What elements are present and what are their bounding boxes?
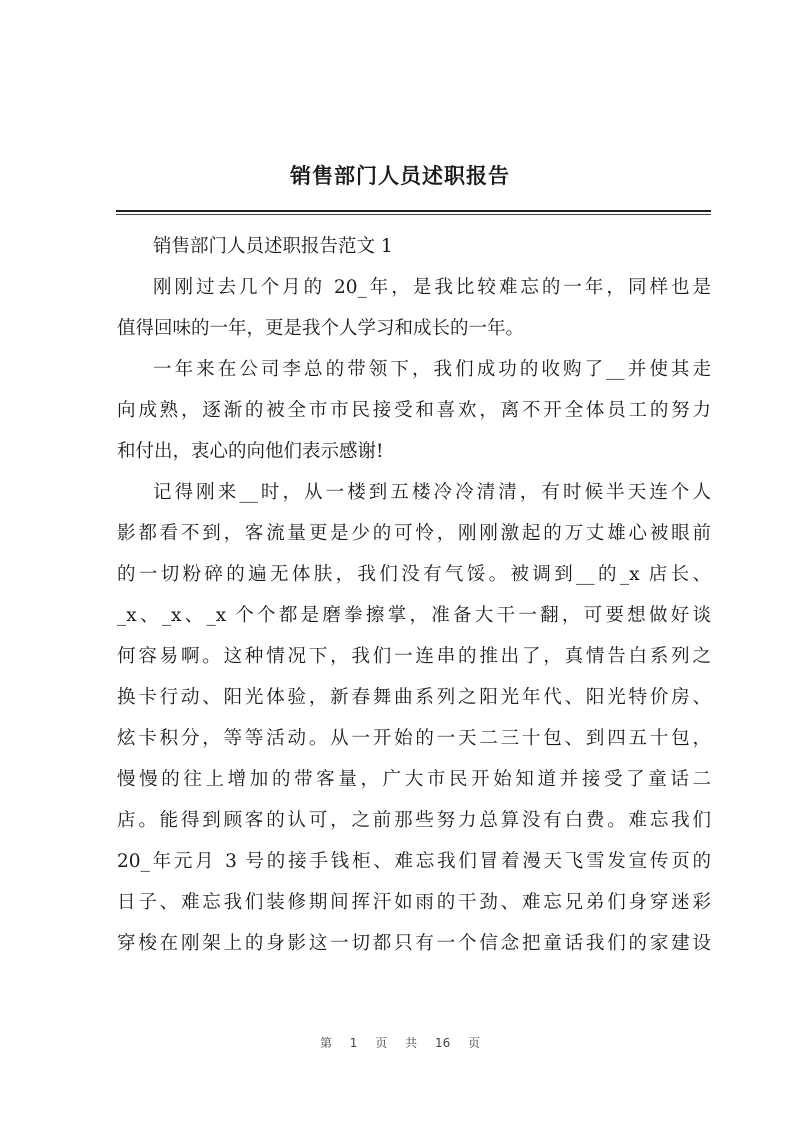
body-line: 换卡行动、阳光体验，新春舞曲系列之阳光年代、阳光特价房、	[117, 687, 711, 708]
body-line: 何容易啊。这种情况下，我们一连串的推出了，真情告白系列之	[117, 646, 711, 667]
footer-ye2: 页	[468, 1036, 481, 1050]
body-line: _x、_x、_x 个个都是磨拳擦掌，准备大干一翻，可要想做好谈	[117, 605, 711, 626]
body-line: 刚刚过去几个月的 20_年，是我比较难忘的一年，同样也是	[153, 277, 711, 298]
page-footer	[0, 1034, 800, 1051]
body-line: 值得回味的一年，更是我个人学习和成长的一年。	[117, 318, 525, 339]
footer-gong: 共	[405, 1036, 418, 1050]
body-line: 穿梭在刚架上的身影这一切都只有一个信念把童话我们的家建设	[117, 933, 711, 954]
footer-di: 第	[319, 1036, 332, 1050]
body-line: 日子、难忘我们装修期间挥汗如雨的干劲、难忘兄弟们身穿迷彩	[117, 892, 711, 913]
body-line: 向成熟，逐渐的被全市市民接受和喜欢，离不开全体员工的努力	[117, 400, 711, 421]
body-line: 的一切粉碎的遍无体肤，我们没有气馁。被调到__的_x 店长、	[117, 564, 711, 585]
body-line: 炫卡积分，等等活动。从一开始的一天二三十包、到四五十包，	[117, 728, 711, 749]
body-line: 店。能得到顾客的认可，之前那些努力总算没有白费。难忘我们	[117, 810, 711, 831]
footer-page-total: 16	[434, 1036, 451, 1050]
body-line: 一年来在公司李总的带领下，我们成功的收购了__并使其走	[153, 359, 711, 380]
footer-ye: 页	[375, 1036, 388, 1050]
document-title: 销售部门人员述职报告	[290, 164, 510, 188]
body-line: 20_年元月 3 号的接手钱柜、难忘我们冒着漫天飞雪发宣传页的	[117, 851, 711, 872]
document-body	[117, 226, 711, 964]
body-line: 影都看不到，客流量更是少的可怜，刚刚激起的万丈雄心被眼前	[117, 523, 711, 544]
footer-page-current: 1	[349, 1036, 358, 1050]
body-line: 慢慢的往上增加的带客量，广大市民开始知道并接受了童话二	[117, 769, 711, 790]
body-line: 记得刚来__时，从一楼到五楼冷冷清清，有时候半天连个人	[153, 482, 711, 503]
body-line: 和付出，衷心的向他们表示感谢!	[117, 441, 384, 462]
title-divider-secondary	[116, 214, 711, 215]
body-line: 销售部门人员述职报告范文 1	[153, 236, 393, 257]
title-divider	[116, 210, 711, 212]
